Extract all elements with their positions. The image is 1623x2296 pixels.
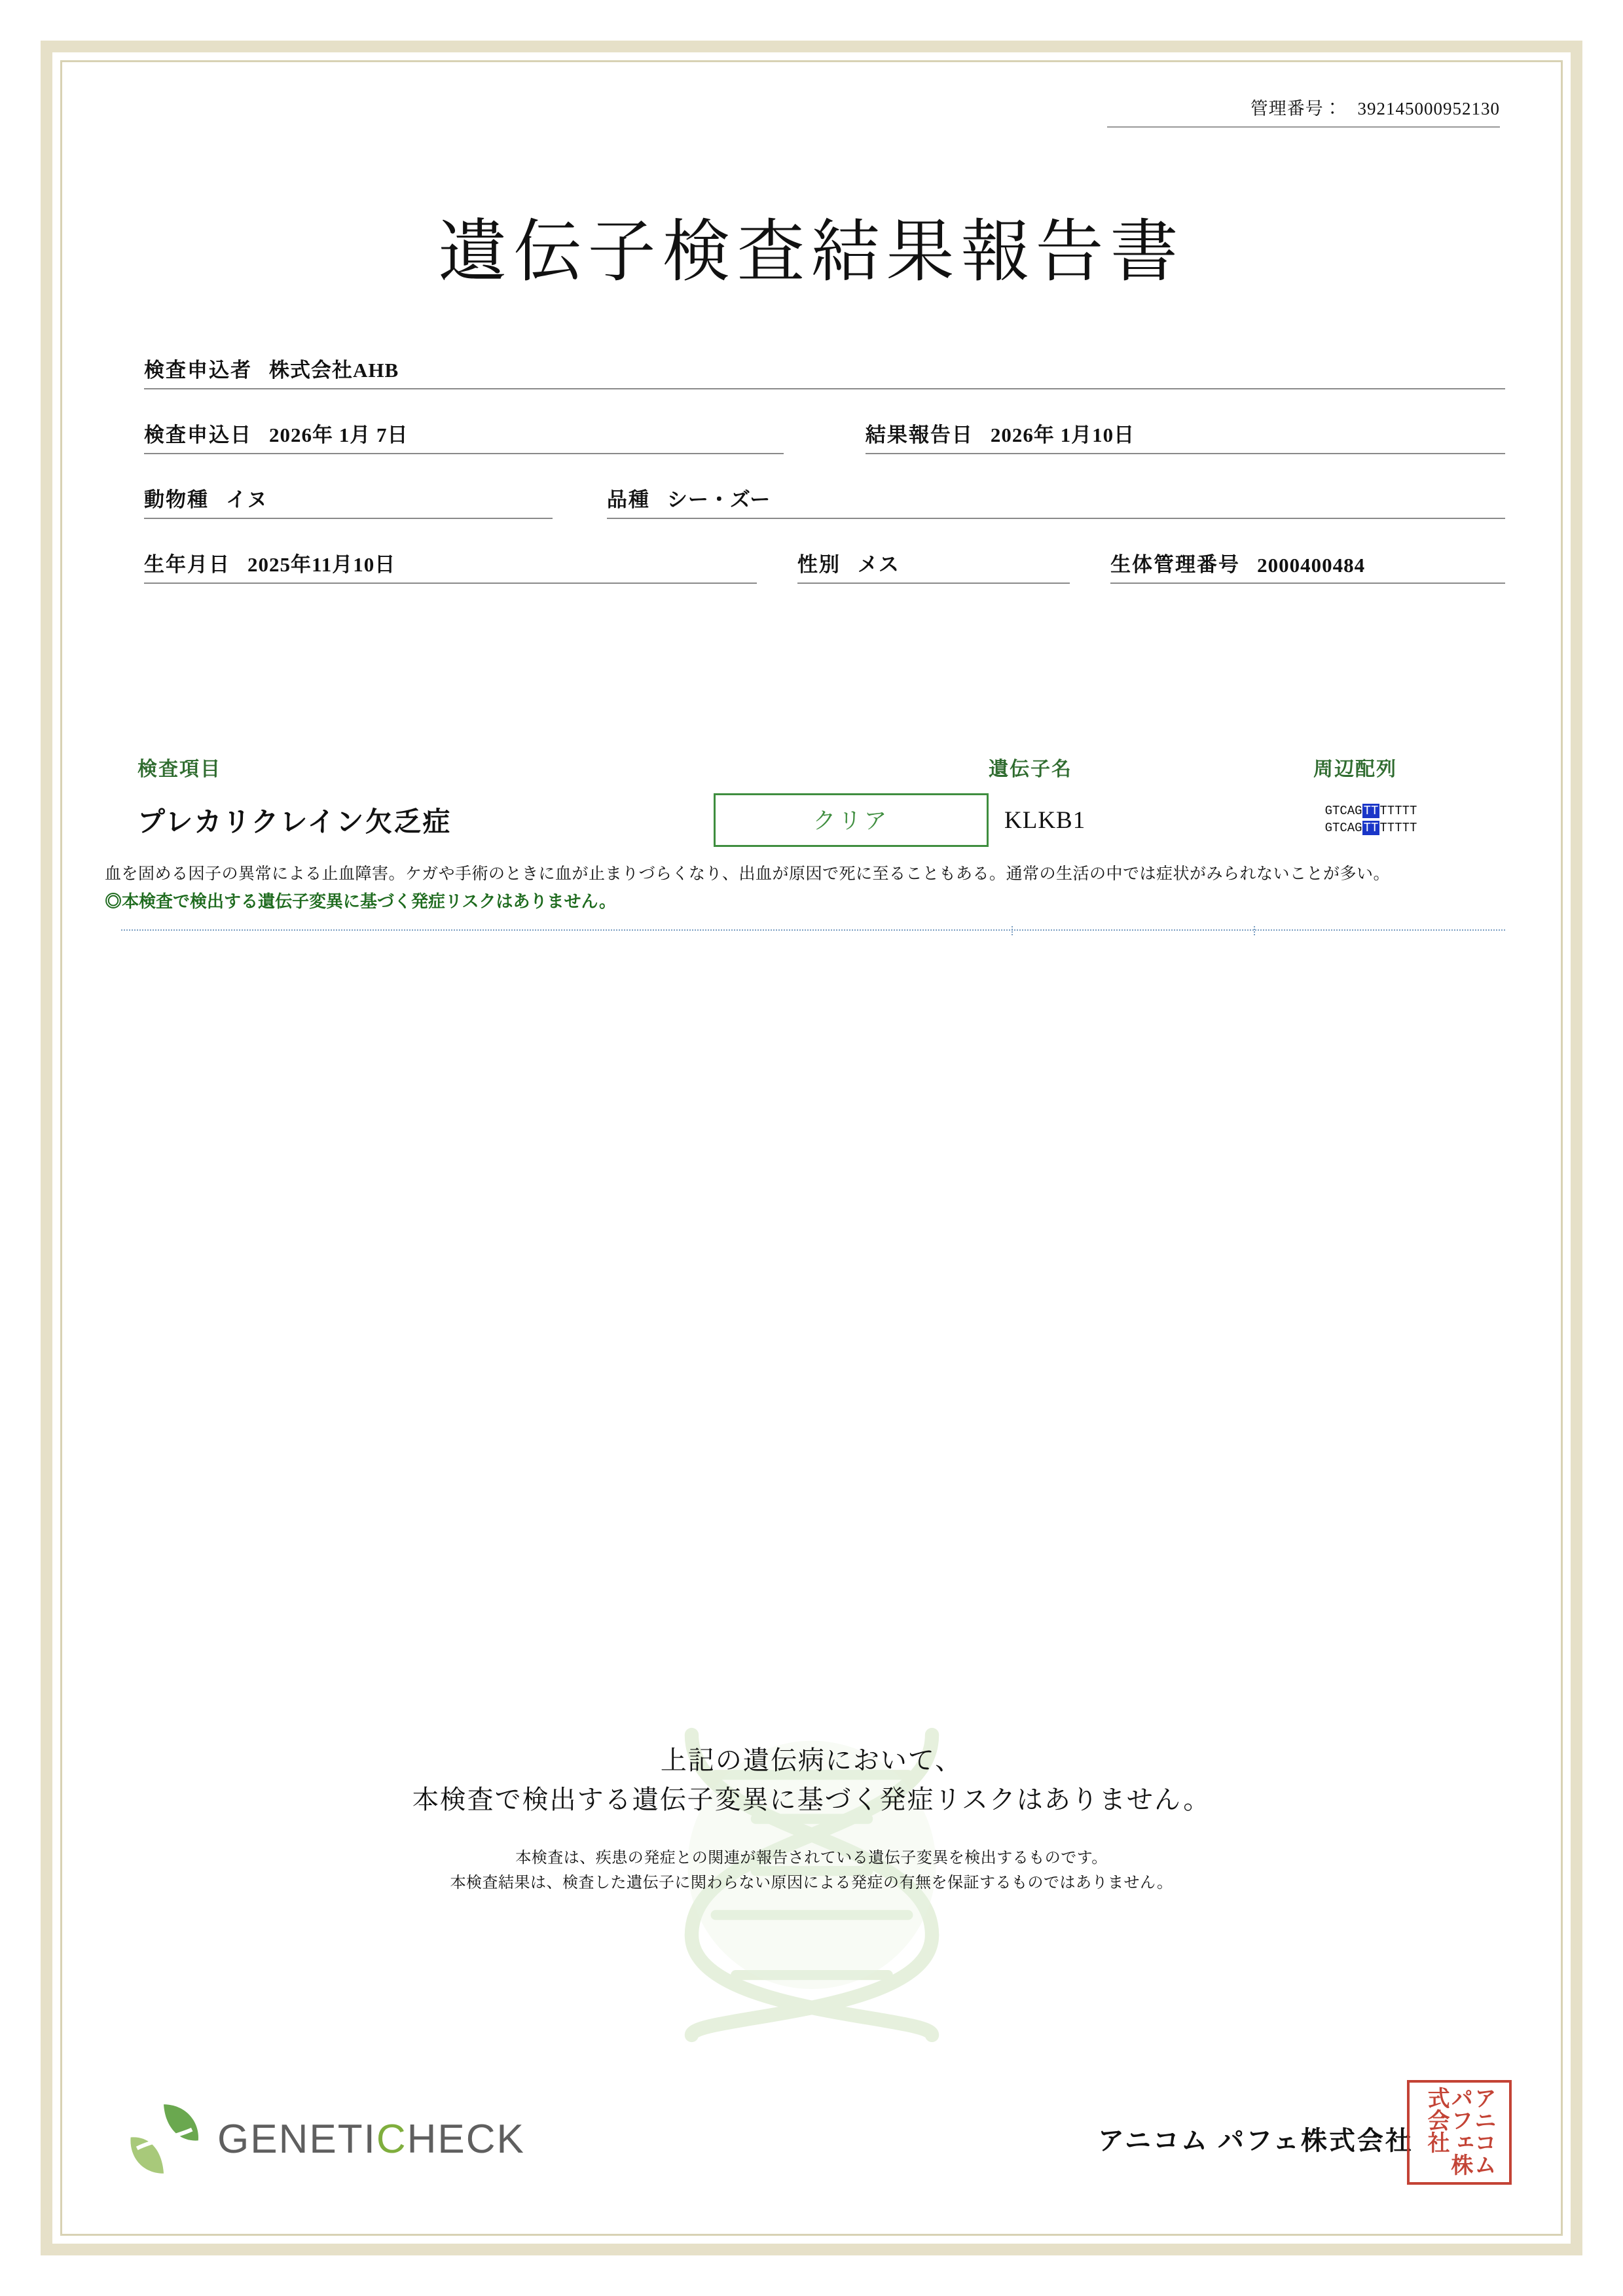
field-breed <box>607 483 1505 519</box>
field-species <box>144 483 553 519</box>
field-report-date-value: 2026年 1月10日 <box>990 423 1135 446</box>
field-apply-date <box>144 418 784 454</box>
field-apply-date-label: 検査申込日 <box>144 423 252 446</box>
info-row-dates <box>144 418 1505 454</box>
field-apply-date-value: 2026年 1月 7日 <box>269 423 409 446</box>
info-block <box>144 353 1505 613</box>
field-birthdate <box>144 548 757 584</box>
control-number-value: 392145000952130 <box>1357 99 1500 118</box>
sequence-line-1 <box>1286 803 1456 820</box>
field-breed-value: シー・ズー <box>666 488 771 511</box>
brand-logo-text <box>217 2116 525 2162</box>
row-divider <box>121 929 1505 931</box>
result-table-header <box>105 753 1512 781</box>
sequence-left-2: GTCAG <box>1324 821 1362 835</box>
field-applicant-value: 株式会社AHB <box>269 359 399 382</box>
divider-tick-1 <box>1012 926 1014 935</box>
test-item-note: ◎本検査で検出する遺伝子変異に基づく発症リスクはありません。 <box>105 891 617 911</box>
info-row-applicant <box>144 353 1505 389</box>
result-section <box>105 753 1512 931</box>
header-flanking-sequence: 周辺配列 <box>1313 759 1397 780</box>
field-applicant-label: 検査申込者 <box>144 359 252 382</box>
disclaimer-line-1: 本検査は、疾患の発症との関連が報告されている遺伝子変異を検出するものです。 <box>515 1849 1108 1867</box>
logo-text-part2: C <box>376 2116 407 2162</box>
sequence-line-2 <box>1286 820 1456 837</box>
disclaimer-line-2: 本検査結果は、検査した遺伝子に関わらない原因による発症の有無を保証するものではありません。 <box>450 1874 1173 1892</box>
field-sex <box>797 548 1070 584</box>
field-management-number-value: 2000400484 <box>1257 554 1366 577</box>
field-management-number-label: 生体管理番号 <box>1110 553 1241 576</box>
company-name: アニコム パフェ株式会社 <box>1098 2126 1413 2155</box>
field-birthdate-value: 2025年11月10日 <box>247 553 396 576</box>
logo-text-part1: GENETI <box>217 2116 376 2162</box>
field-sex-label: 性別 <box>797 553 841 576</box>
field-applicant <box>144 353 1505 389</box>
divider-tick-2 <box>1254 926 1256 935</box>
header-test-item: 検査項目 <box>137 759 221 780</box>
field-species-value: イヌ <box>226 488 268 511</box>
test-item-description: 血を固める因子の異常による止血障害。ケガや手術のときに血が止まりづらくなり、出血が原因で死に至ることもある。通常の生活の中では症状がみられないことが多い。 <box>105 865 1391 883</box>
conclusion-disclaimer <box>98 1846 1525 1896</box>
conclusion-block <box>98 1741 1525 1896</box>
geneticheck-logo-icon <box>124 2100 203 2178</box>
field-species-label: 動物種 <box>144 488 209 511</box>
test-item-name: プレカリクレイン欠乏症 <box>137 808 452 838</box>
gene-name: KLKB1 <box>1004 806 1086 834</box>
sequence-right-2: TTTTT <box>1379 821 1417 835</box>
logo-text-part3: HECK <box>407 2116 525 2162</box>
page-title: 遺伝子検査結果報告書 <box>438 215 1185 290</box>
conclusion-line-1: 上記の遺伝病において、 <box>660 1746 963 1775</box>
conclusion-line-2: 本検査で検出する遺伝子変異に基づく発症リスクはありません。 <box>412 1785 1211 1814</box>
field-breed-label: 品種 <box>606 488 650 511</box>
result-badge-cell <box>714 793 989 847</box>
sequence-right-1: TTTTT <box>1379 804 1417 819</box>
control-number <box>1107 94 1500 128</box>
company-seal: アニコムパフェ株式会社 <box>1407 2080 1512 2185</box>
document-content <box>98 79 1525 2217</box>
control-number-label: 管理番号： <box>1250 99 1342 118</box>
info-row-individual <box>144 548 1505 584</box>
field-birthdate-label: 生年月日 <box>144 553 230 576</box>
status-badge: クリア <box>714 793 989 847</box>
sequence-highlight-2: TT <box>1363 821 1379 835</box>
flanking-sequence <box>1286 803 1456 836</box>
field-sex-value: メス <box>857 553 900 576</box>
field-management-number <box>1110 548 1505 584</box>
sequence-highlight-1: TT <box>1363 804 1379 819</box>
field-report-date-label: 結果報告日 <box>865 423 974 446</box>
info-row-animal <box>144 483 1505 519</box>
sequence-left-1: GTCAG <box>1324 804 1362 819</box>
header-gene-name: 遺伝子名 <box>989 759 1072 780</box>
brand-logo <box>124 2100 525 2178</box>
field-report-date <box>866 418 1505 454</box>
table-row <box>105 793 1512 847</box>
